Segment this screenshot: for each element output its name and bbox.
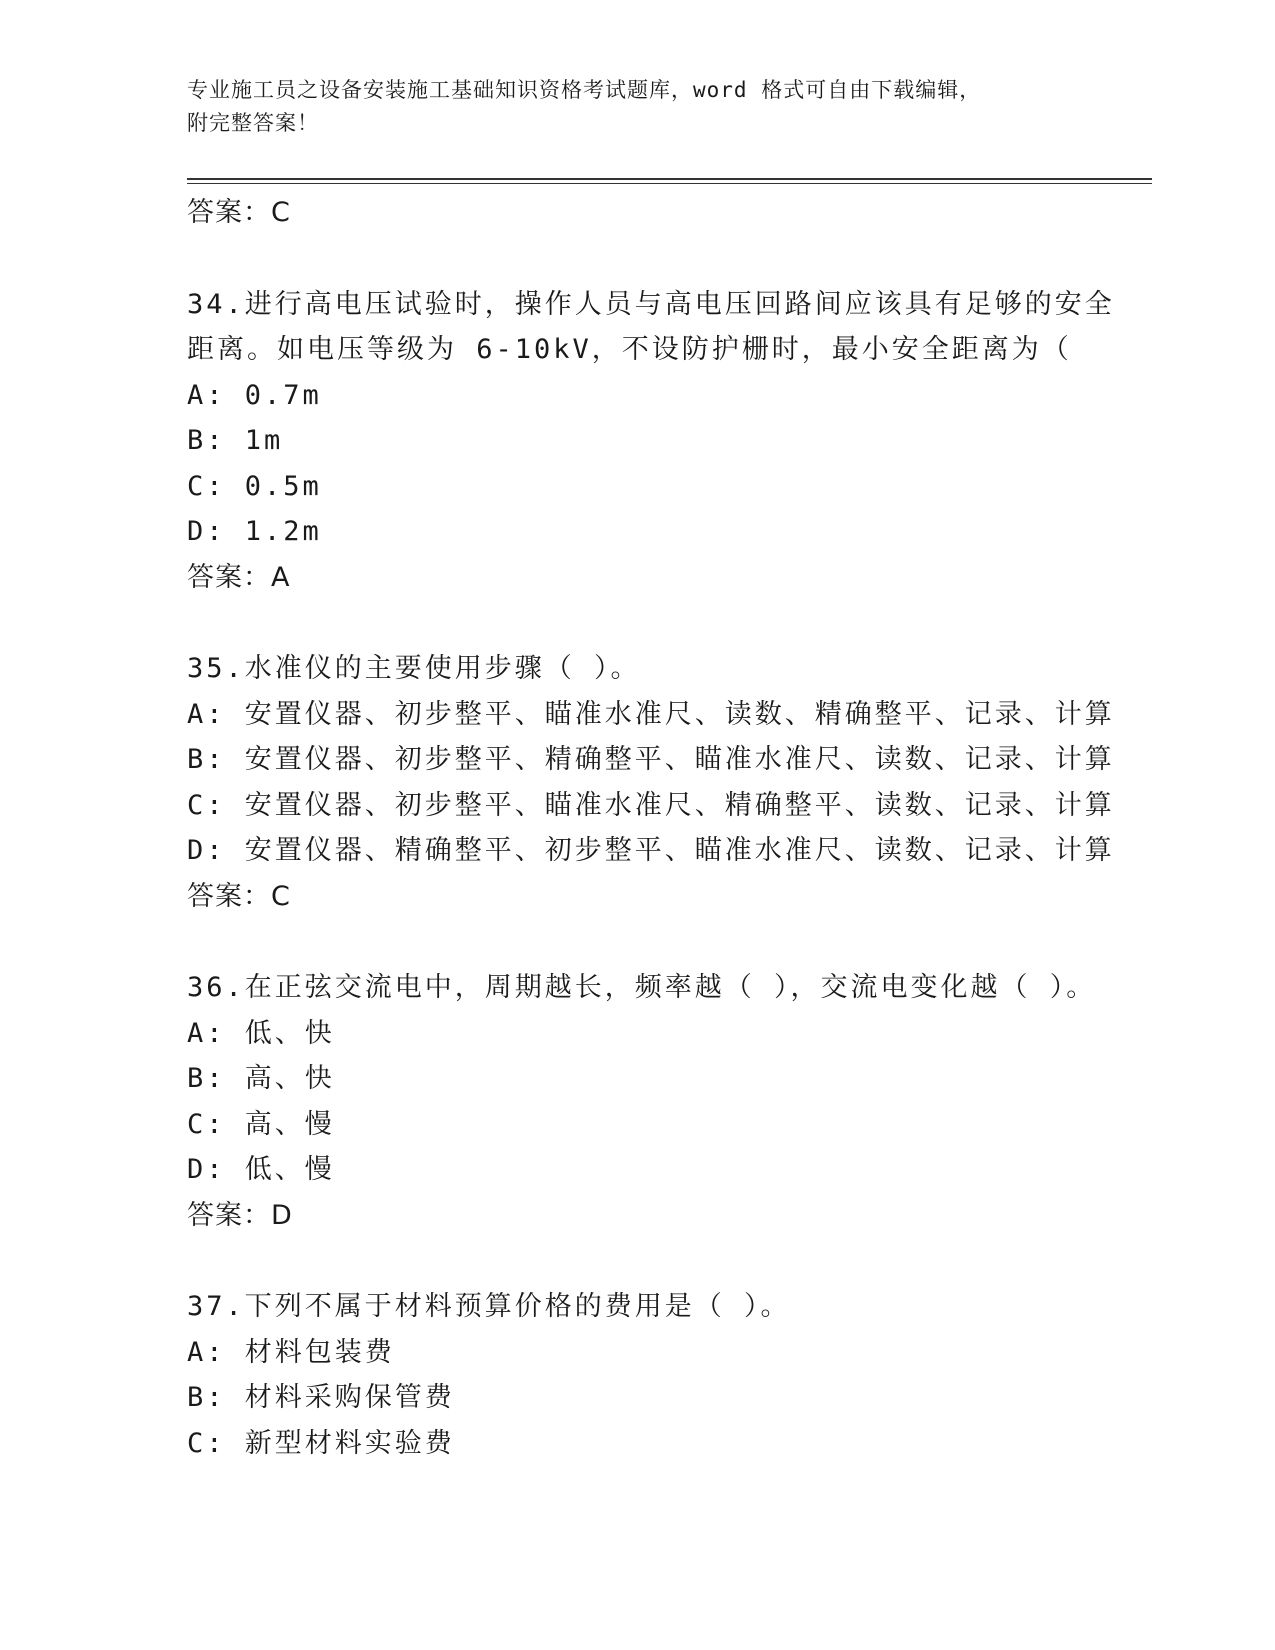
answer-33: 答案：C <box>187 197 291 228</box>
question-35-option-c: C: 安置仪器、初步整平、瞄准水准尺、精确整平、读数、记录、计算 <box>187 789 1115 821</box>
question-34 <box>187 282 1115 601</box>
question-34-option-b: B: 1m <box>187 425 284 456</box>
question-37-option-c: C: 新型材料实验费 <box>187 1427 455 1459</box>
question-37 <box>187 1284 1107 1466</box>
answer-35: 答案：C <box>187 880 291 912</box>
question-35-option-a: A: 安置仪器、初步整平、瞄准水准尺、读数、精确整平、记录、计算 <box>187 698 1115 730</box>
question-35-option-b: B: 安置仪器、初步整平、精确整平、瞄准水准尺、读数、记录、计算 <box>187 744 1115 775</box>
question-36-option-c: C: 高、慢 <box>187 1108 335 1140</box>
question-list <box>187 190 1115 1466</box>
question-34-stem-line-1: 34.进行高电压试验时，操作人员与高电压回路间应该具有足够的安全 <box>187 288 1115 320</box>
header-line-2: 附完整答案！ <box>187 111 319 135</box>
question-36-option-a: A: 低、快 <box>187 1017 335 1049</box>
question-35-stem: 35.水准仪的主要使用步骤（ ）。 <box>187 653 641 684</box>
question-36-option-d: D: 低、慢 <box>187 1154 335 1185</box>
question-34-stem-line-2: 距离。如电压等级为 6-10kV，不设防护栅时，最小安全距离为（ <box>187 334 1072 365</box>
question-37-option-a: A: 材料包装费 <box>187 1336 395 1368</box>
question-34-option-a: A: 0.7m <box>187 379 322 411</box>
header-line-1: 专业施工员之设备安装施工基础知识资格考试题库，word 格式可自由下载编辑， <box>187 78 982 102</box>
page-header <box>187 74 1087 140</box>
question-36-option-b: B: 高、快 <box>187 1063 335 1094</box>
answer-34: 答案：A <box>187 561 291 593</box>
question-37-stem: 37.下列不属于材料预算价格的费用是（ ）。 <box>187 1291 791 1322</box>
question-35 <box>187 646 1115 919</box>
question-37-option-b: B: 材料采购保管费 <box>187 1382 455 1413</box>
answer-36: 答案：D <box>187 1199 293 1231</box>
question-35-option-d: D: 安置仪器、精确整平、初步整平、瞄准水准尺、读数、记录、计算 <box>187 835 1115 866</box>
header-divider-thin <box>187 183 1152 184</box>
question-36-stem: 36.在正弦交流电中，周期越长，频率越（ ），交流电变化越（ ）。 <box>187 972 1097 1003</box>
question-36 <box>187 965 1107 1238</box>
question-34-option-c: C: 0.5m <box>187 470 322 502</box>
question-34-option-d: D: 1.2m <box>187 516 322 547</box>
header-divider-thick <box>187 178 1152 180</box>
